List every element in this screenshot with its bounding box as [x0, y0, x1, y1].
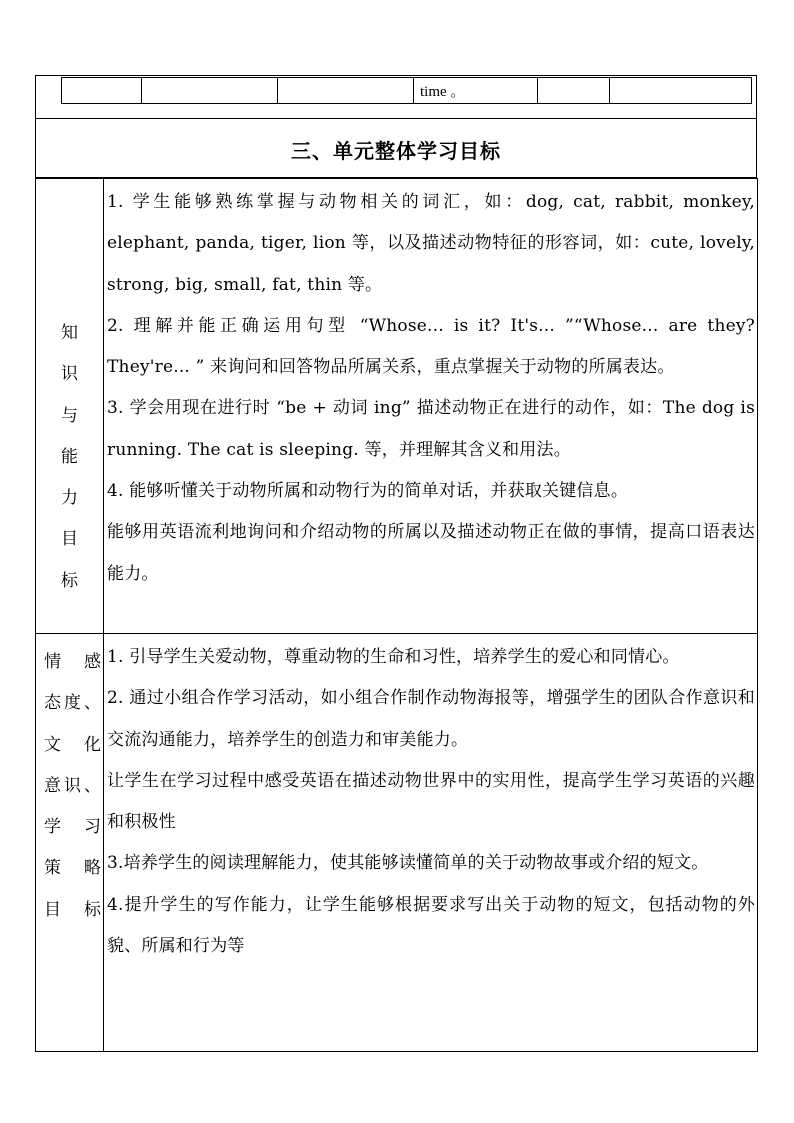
- table-cell: time 。: [414, 78, 538, 104]
- goal-content-knowledge-ability: [104, 179, 758, 634]
- goal-paragraph: 4.提升学生的写作能力，让学生能够根据要求写出关于动物的短文，包括动物的外貌、所属和行为等: [107, 894, 755, 957]
- table-row: [36, 634, 758, 1052]
- category-char: 能: [61, 446, 78, 467]
- goal-paragraph: 2. 理解并能正确运用句型 “Whose... is it? It's... ”“Whose... are they? They're... ” 来询问和回答物品所属关系，重点掌握关于动物的所属表达。: [107, 315, 755, 378]
- category-char: 目: [61, 529, 78, 550]
- table-row: [62, 78, 752, 104]
- goal-paragraph: 3. 学会用现在进行时 “be + 动词 ing” 描述动物正在进行的动作，如：The dog is running. The cat is sleeping. 等，并理解其含义和用法。: [107, 398, 755, 460]
- table-cell: [62, 78, 142, 104]
- table-cell: [610, 78, 752, 104]
- category-char: 标: [61, 570, 78, 591]
- category-char: 与: [61, 405, 78, 426]
- category-label-knowledge-ability: [36, 179, 104, 634]
- category-char: 识: [61, 364, 78, 385]
- section-title: 三、单元整体学习目标: [291, 139, 501, 163]
- category-char: 知: [61, 323, 78, 343]
- goal-paragraph: 2. 通过小组合作学习活动，如小组合作制作动物海报等，增强学生的团队合作意识和交流沟通能力，培养学生的创造力和审美能力。: [107, 688, 755, 750]
- category-char: 策略: [44, 858, 101, 879]
- goal-paragraph: 4. 能够听懂关于动物所属和动物行为的简单对话，并获取关键信息。: [107, 481, 629, 502]
- goal-paragraph: 3.培养学生的阅读理解能力，使其能够读懂简单的关于动物故事或介绍的短文。: [107, 853, 709, 874]
- table-row: [36, 179, 758, 634]
- category-char: 文化: [44, 734, 101, 755]
- goal-paragraph: 让学生在学习过程中感受英语在描述动物世界中的实用性，提高学生学习英语的兴趣和积极性: [107, 770, 755, 833]
- goal-content-emotion-attitude: [104, 634, 758, 1052]
- goal-paragraph: 1. 引导学生关爱动物，尊重动物的生命和习性，培养学生的爱心和同情心。: [107, 647, 680, 667]
- goals-table: [35, 178, 758, 1052]
- category-char: 情感: [44, 652, 101, 672]
- goal-paragraph: 能够用英语流利地询问和介绍动物的所属以及描述动物正在做的事情，提高口语表达能力。: [107, 522, 755, 584]
- section-heading-row: [35, 118, 757, 178]
- category-char: 意识、: [44, 775, 101, 796]
- category-char: 目标: [44, 899, 101, 920]
- category-char: 学习: [44, 817, 101, 838]
- category-char: 态度、: [44, 693, 101, 714]
- previous-table-continuation: [35, 75, 757, 118]
- table-cell: [142, 78, 278, 104]
- category-label-emotion-attitude: [36, 634, 104, 1052]
- category-char: 力: [61, 488, 78, 509]
- previous-table-inner: [61, 77, 752, 104]
- table-cell: [278, 78, 414, 104]
- goal-paragraph: 1. 学生能够熟练掌握与动物相关的词汇，如：dog, cat, rabbit, monkey, elephant, panda, tiger, lion 等，以及描述动物特征的形容词，如：cute, lovely, strong, big, small, fat, thin 等。: [107, 192, 755, 295]
- table-cell: [538, 78, 610, 104]
